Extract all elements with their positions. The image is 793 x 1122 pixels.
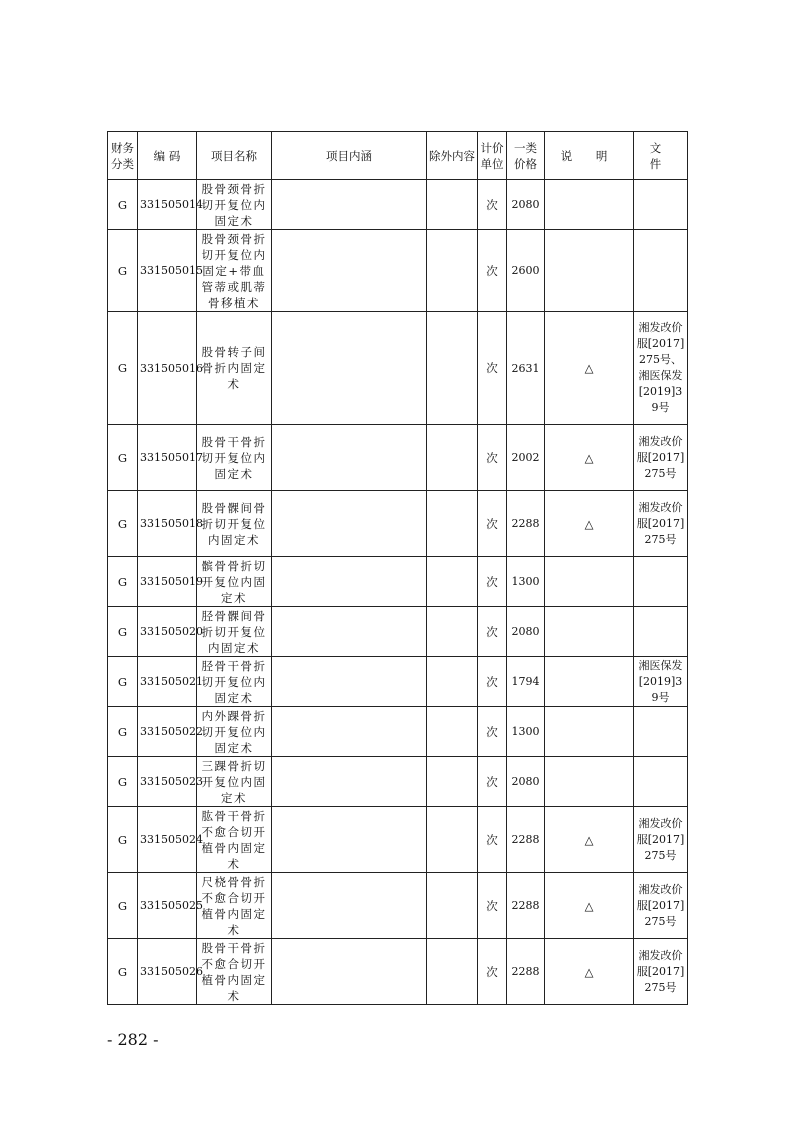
excluded-cell bbox=[427, 425, 478, 491]
unit-cell: 次 bbox=[478, 557, 507, 607]
note-cell bbox=[545, 607, 634, 657]
table-row bbox=[108, 657, 688, 707]
unit-cell: 次 bbox=[478, 757, 507, 807]
content-cell bbox=[272, 607, 427, 657]
price-cell: 1300 bbox=[507, 707, 545, 757]
file-cell bbox=[634, 607, 688, 657]
excluded-cell bbox=[427, 657, 478, 707]
table-row bbox=[108, 757, 688, 807]
project-name-cell: 肱骨干骨折不愈合切开植骨内固定术 bbox=[197, 807, 272, 873]
header-category: 财务分类 bbox=[108, 132, 138, 180]
content-cell bbox=[272, 873, 427, 939]
category-cell: G bbox=[108, 312, 138, 425]
file-cell: 湘医保发[2019]39号 bbox=[634, 657, 688, 707]
content-cell bbox=[272, 807, 427, 873]
price-cell: 2600 bbox=[507, 230, 545, 312]
table-row bbox=[108, 873, 688, 939]
code-cell: 331505020 bbox=[138, 607, 197, 657]
project-name-cell: 股骨颈骨折切开复位内固定术 bbox=[197, 180, 272, 230]
price-cell: 1300 bbox=[507, 557, 545, 607]
unit-cell: 次 bbox=[478, 425, 507, 491]
note-cell: △ bbox=[545, 425, 634, 491]
note-cell: △ bbox=[545, 312, 634, 425]
header-excluded: 除外内容 bbox=[427, 132, 478, 180]
file-cell: 湘发改价服[2017]275号 bbox=[634, 873, 688, 939]
table-row bbox=[108, 230, 688, 312]
note-cell bbox=[545, 657, 634, 707]
note-cell bbox=[545, 707, 634, 757]
table-row bbox=[108, 312, 688, 425]
excluded-cell bbox=[427, 757, 478, 807]
note-cell bbox=[545, 230, 634, 312]
category-cell: G bbox=[108, 757, 138, 807]
unit-cell: 次 bbox=[478, 180, 507, 230]
file-cell bbox=[634, 557, 688, 607]
price-cell: 2080 bbox=[507, 757, 545, 807]
project-name-cell: 内外踝骨折切开复位内固定术 bbox=[197, 707, 272, 757]
file-cell: 湘发改价服[2017]275号 bbox=[634, 491, 688, 557]
table-row bbox=[108, 557, 688, 607]
header-price: 一类价格 bbox=[507, 132, 545, 180]
code-cell: 331505017 bbox=[138, 425, 197, 491]
code-cell: 331505025 bbox=[138, 873, 197, 939]
price-cell: 2288 bbox=[507, 491, 545, 557]
content-cell bbox=[272, 757, 427, 807]
header-content: 项目内涵 bbox=[272, 132, 427, 180]
code-cell: 331505026 bbox=[138, 939, 197, 1005]
excluded-cell bbox=[427, 807, 478, 873]
unit-cell: 次 bbox=[478, 230, 507, 312]
file-cell: 湘发改价服[2017]275号 bbox=[634, 807, 688, 873]
category-cell: G bbox=[108, 180, 138, 230]
unit-cell: 次 bbox=[478, 807, 507, 873]
table-row bbox=[108, 707, 688, 757]
header-unit: 计价单位 bbox=[478, 132, 507, 180]
project-name-cell: 股骨干骨折不愈合切开植骨内固定术 bbox=[197, 939, 272, 1005]
file-cell bbox=[634, 757, 688, 807]
file-cell bbox=[634, 230, 688, 312]
note-cell bbox=[545, 180, 634, 230]
table-row bbox=[108, 607, 688, 657]
code-cell: 331505021 bbox=[138, 657, 197, 707]
category-cell: G bbox=[108, 230, 138, 312]
price-cell: 2288 bbox=[507, 873, 545, 939]
file-cell bbox=[634, 707, 688, 757]
category-cell: G bbox=[108, 557, 138, 607]
table-row bbox=[108, 939, 688, 1005]
price-cell: 2288 bbox=[507, 807, 545, 873]
header-name: 项目名称 bbox=[197, 132, 272, 180]
price-cell: 2002 bbox=[507, 425, 545, 491]
unit-cell: 次 bbox=[478, 657, 507, 707]
code-cell: 331505018 bbox=[138, 491, 197, 557]
project-name-cell: 股骨转子间骨折内固定术 bbox=[197, 312, 272, 425]
content-cell bbox=[272, 180, 427, 230]
content-cell bbox=[272, 312, 427, 425]
file-cell bbox=[634, 180, 688, 230]
note-cell bbox=[545, 557, 634, 607]
note-cell: △ bbox=[545, 873, 634, 939]
note-cell bbox=[545, 757, 634, 807]
excluded-cell bbox=[427, 180, 478, 230]
table-body bbox=[108, 180, 688, 1005]
excluded-cell bbox=[427, 557, 478, 607]
page-number: - 282 - bbox=[107, 1030, 159, 1049]
excluded-cell bbox=[427, 707, 478, 757]
price-cell: 2080 bbox=[507, 180, 545, 230]
excluded-cell bbox=[427, 491, 478, 557]
file-cell: 湘发改价服[2017]275号 bbox=[634, 425, 688, 491]
category-cell: G bbox=[108, 707, 138, 757]
project-name-cell: 髌骨骨折切开复位内固定术 bbox=[197, 557, 272, 607]
code-cell: 331505024 bbox=[138, 807, 197, 873]
code-cell: 331505015 bbox=[138, 230, 197, 312]
project-name-cell: 尺桡骨骨折不愈合切开植骨内固定术 bbox=[197, 873, 272, 939]
project-name-cell: 股骨颈骨折切开复位内固定+带血管蒂或肌蒂骨移植术 bbox=[197, 230, 272, 312]
excluded-cell bbox=[427, 230, 478, 312]
table-row bbox=[108, 491, 688, 557]
price-cell: 1794 bbox=[507, 657, 545, 707]
project-name-cell: 胫骨髁间骨折切开复位内固定术 bbox=[197, 607, 272, 657]
header-note: 说 明 bbox=[545, 132, 634, 180]
unit-cell: 次 bbox=[478, 312, 507, 425]
excluded-cell bbox=[427, 939, 478, 1005]
category-cell: G bbox=[108, 491, 138, 557]
category-cell: G bbox=[108, 607, 138, 657]
header-row bbox=[108, 132, 688, 180]
price-cell: 2080 bbox=[507, 607, 545, 657]
header-file: 文 件 bbox=[634, 132, 688, 180]
content-cell bbox=[272, 657, 427, 707]
header-code: 编 码 bbox=[138, 132, 197, 180]
content-cell bbox=[272, 939, 427, 1005]
code-cell: 331505016 bbox=[138, 312, 197, 425]
category-cell: G bbox=[108, 807, 138, 873]
unit-cell: 次 bbox=[478, 939, 507, 1005]
price-cell: 2288 bbox=[507, 939, 545, 1005]
price-cell: 2631 bbox=[507, 312, 545, 425]
code-cell: 331505019 bbox=[138, 557, 197, 607]
unit-cell: 次 bbox=[478, 491, 507, 557]
content-cell bbox=[272, 557, 427, 607]
excluded-cell bbox=[427, 607, 478, 657]
excluded-cell bbox=[427, 312, 478, 425]
note-cell: △ bbox=[545, 807, 634, 873]
excluded-cell bbox=[427, 873, 478, 939]
category-cell: G bbox=[108, 939, 138, 1005]
content-cell bbox=[272, 230, 427, 312]
price-table bbox=[107, 131, 688, 1005]
table-row bbox=[108, 180, 688, 230]
project-name-cell: 胫骨干骨折切开复位内固定术 bbox=[197, 657, 272, 707]
file-cell: 湘发改价服[2017]275号 bbox=[634, 939, 688, 1005]
unit-cell: 次 bbox=[478, 607, 507, 657]
project-name-cell: 三踝骨折切开复位内固定术 bbox=[197, 757, 272, 807]
content-cell bbox=[272, 491, 427, 557]
content-cell bbox=[272, 707, 427, 757]
file-cell: 湘发改价服[2017]275号、湘医保发[2019]39号 bbox=[634, 312, 688, 425]
note-cell: △ bbox=[545, 491, 634, 557]
code-cell: 331505022 bbox=[138, 707, 197, 757]
code-cell: 331505023 bbox=[138, 757, 197, 807]
unit-cell: 次 bbox=[478, 707, 507, 757]
table-row bbox=[108, 425, 688, 491]
content-cell bbox=[272, 425, 427, 491]
unit-cell: 次 bbox=[478, 873, 507, 939]
project-name-cell: 股骨髁间骨折切开复位内固定术 bbox=[197, 491, 272, 557]
note-cell: △ bbox=[545, 939, 634, 1005]
project-name-cell: 股骨干骨折切开复位内固定术 bbox=[197, 425, 272, 491]
category-cell: G bbox=[108, 657, 138, 707]
table-row bbox=[108, 807, 688, 873]
category-cell: G bbox=[108, 425, 138, 491]
category-cell: G bbox=[108, 873, 138, 939]
code-cell: 331505014 bbox=[138, 180, 197, 230]
